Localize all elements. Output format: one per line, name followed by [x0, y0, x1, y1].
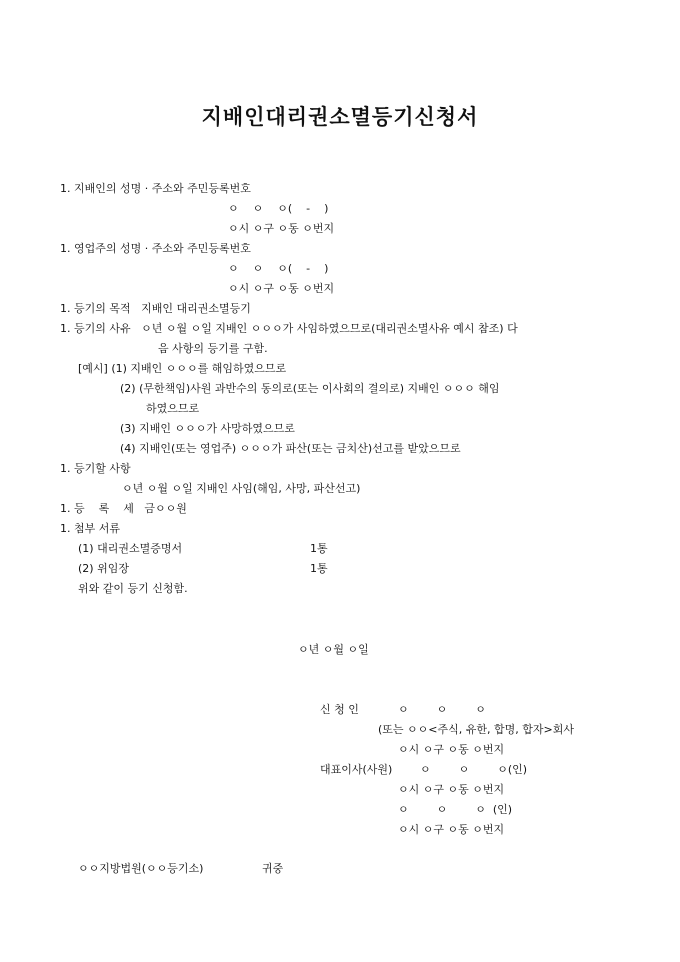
sec1-address-line: ㅇ시 ㅇ구 ㅇ동 ㅇ번지 — [228, 222, 335, 235]
example-2: (2) (무한책임)사원 과반수의 동의로(또는 이사회의 결의로) 지배인 ㅇㅇㅇ 해임 — [120, 382, 500, 395]
applicant-company: (또는 ㅇㅇ<주식, 유한, 합명, 합자>회사 — [378, 723, 574, 736]
sec1-label: 1. 지배인의 성명 · 주소와 주민등록번호 — [60, 182, 251, 195]
sec1-name-line: ㅇ ㅇ ㅇ( - ) — [228, 202, 329, 215]
applicant-address-1: ㅇ시 ㅇ구 ㅇ동 ㅇ번지 — [398, 743, 505, 756]
court-suffix: 귀중 — [262, 862, 284, 875]
closing-statement: 위와 같이 등기 신청함. — [78, 582, 188, 595]
example-2-continuation: 하였으므로 — [146, 402, 200, 415]
document-title: 지배인대리권소멸등기신청서 — [201, 104, 479, 129]
sec5-content: ㅇ년 ㅇ월 ㅇ일 지배인 사임(해임, 사망, 파산선고) — [122, 482, 361, 495]
sec3-label: 1. 등기의 목적 지배인 대리권소멸등기 — [60, 302, 251, 315]
sec7-label: 1. 첨부 서류 — [60, 522, 120, 535]
applicant-name: ㅇ ㅇ ㅇ — [398, 703, 486, 716]
applicant-name-2: ㅇ ㅇ ㅇ (인) — [398, 803, 513, 816]
attachment-2-qty: 1통 — [310, 562, 328, 575]
example-4: (4) 지배인(또는 영업주) ㅇㅇㅇ가 파산(또는 금치산)선고를 받았으므로 — [120, 442, 461, 455]
applicant-label: 신 청 인 — [320, 703, 359, 716]
sec2-address-line: ㅇ시 ㅇ구 ㅇ동 ㅇ번지 — [228, 282, 335, 295]
attachment-2: (2) 위임장 — [78, 562, 129, 575]
representative-label: 대표이사(사원) — [320, 763, 393, 776]
sec6-label: 1. 등 록 세 금ㅇㅇ원 — [60, 502, 187, 515]
sec2-label: 1. 영업주의 성명 · 주소와 주민등록번호 — [60, 242, 251, 255]
court-name: ㅇㅇ지방법원(ㅇㅇ등기소) — [78, 862, 204, 875]
attachment-1: (1) 대리권소멸증명서 — [78, 542, 183, 555]
applicant-address-2: ㅇ시 ㅇ구 ㅇ동 ㅇ번지 — [398, 783, 505, 796]
applicant-address-3: ㅇ시 ㅇ구 ㅇ동 ㅇ번지 — [398, 823, 505, 836]
sec5-label: 1. 등기할 사항 — [60, 462, 131, 475]
filing-date: ㅇ년 ㅇ월 ㅇ일 — [298, 643, 369, 656]
representative-name: ㅇ ㅇ ㅇ(인) — [420, 763, 528, 776]
example-1: [예시] (1) 지배인 ㅇㅇㅇ를 해임하였으므로 — [78, 362, 287, 375]
sec4-continuation: 음 사항의 등기를 구함. — [158, 342, 268, 355]
attachment-1-qty: 1통 — [310, 542, 328, 555]
sec2-name-line: ㅇ ㅇ ㅇ( - ) — [228, 262, 329, 275]
example-3: (3) 지배인 ㅇㅇㅇ가 사망하였으므로 — [120, 422, 295, 435]
sec4-label: 1. 등기의 사유 ㅇ년 ㅇ월 ㅇ일 지배인 ㅇㅇㅇ가 사임하였으므로(대리권소멸사유 예시 참조) 다 — [60, 322, 518, 335]
